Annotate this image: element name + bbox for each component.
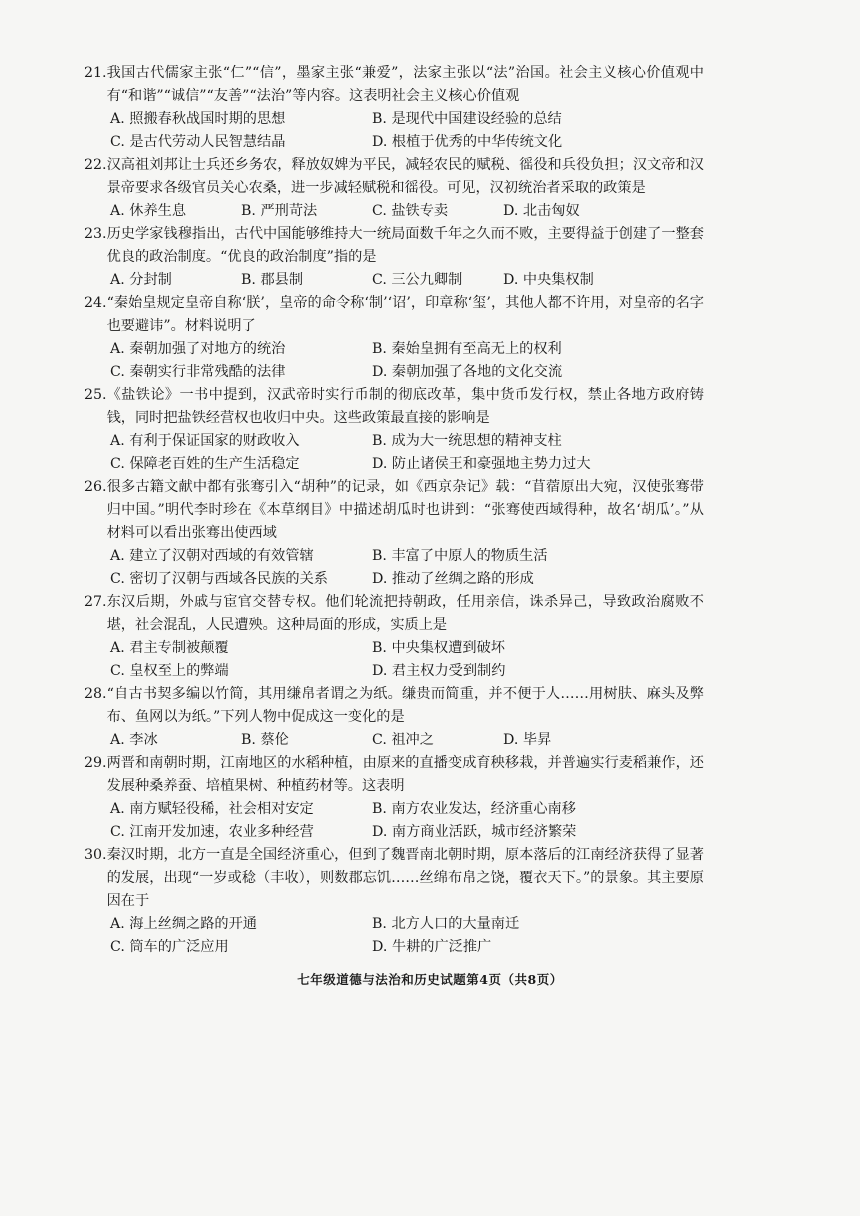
answer-option-a: A. 休养生息 xyxy=(110,203,187,219)
question-text: “秦始皇规定皇帝自称‘朕’，皇帝的命令称‘制’‘诏’，印章称‘玺’，其他人都不许用，对皇帝的名字也要避讳”。材料说明了 xyxy=(106,295,704,334)
answer-option-d: D. 南方商业活跃，城市经济繁荣 xyxy=(372,824,577,840)
answer-option-c: C. 筒车的广泛应用 xyxy=(110,939,229,955)
answer-option-b: B. 是现代中国建设经验的总结 xyxy=(372,111,562,127)
question-stem xyxy=(84,683,704,729)
question-number: 27. xyxy=(84,594,107,610)
answer-option-d: D. 推动了丝绸之路的形成 xyxy=(372,571,534,587)
answer-option-b: B. 蔡伦 xyxy=(241,732,289,748)
answer-option-b: B. 严刑苛法 xyxy=(241,203,318,219)
answer-option-d: D. 北击匈奴 xyxy=(503,203,580,219)
answer-option-b: B. 丰富了中原人的物质生活 xyxy=(372,548,548,564)
question-29 xyxy=(84,752,704,844)
answer-option-d: D. 根植于优秀的中华传统文化 xyxy=(372,134,563,150)
answer-option-a: A. 秦朝加强了对地方的统治 xyxy=(110,341,286,357)
question-25 xyxy=(84,384,704,476)
question-text: 我国古代儒家主张“仁”“信”，墨家主张“兼爱”，法家主张以“法”治国。社会主义核心价值观中有“和谐”“诚信”“友善”“法治”等内容。这表明社会主义核心价值观 xyxy=(106,65,704,104)
question-text: “自古书契多编以竹简，其用缣帛者谓之为纸。缣贵而简重，并不便于人……用树肤、麻头及弊布、鱼网以为纸。”下列人物中促成这一变化的是 xyxy=(106,686,704,725)
answer-option-a: A. 分封制 xyxy=(110,272,172,288)
question-stem xyxy=(84,591,704,637)
answer-option-a: A. 建立了汉朝对西域的有效管辖 xyxy=(110,548,314,564)
question-text: 很多古籍文献中都有张骞引入“胡种”的记录，如《西京杂记》载：“苜蓿原出大宛，汉使张骞带归中国。”明代李时珍在《本草纲目》中描述胡瓜时也讲到：“张骞使西域得种，故名‘胡瓜’。”从材料可以看出张骞出使西域 xyxy=(106,479,704,541)
question-stem xyxy=(84,384,704,430)
question-number: 22. xyxy=(84,157,107,173)
answer-option-c: C. 皇权至上的弊端 xyxy=(110,663,229,679)
answer-options xyxy=(84,545,704,591)
answer-option-d: D. 中央集权制 xyxy=(503,272,594,288)
question-number: 25. xyxy=(84,387,107,403)
answer-option-c: C. 是古代劳动人民智慧结晶 xyxy=(110,134,286,150)
answer-option-c: C. 三公九卿制 xyxy=(372,272,463,288)
question-stem xyxy=(84,154,704,200)
question-number: 30. xyxy=(84,847,107,863)
answer-options xyxy=(84,729,704,752)
answer-options xyxy=(84,913,704,959)
question-number: 24. xyxy=(84,295,107,311)
question-text: 秦汉时期，北方一直是全国经济重心，但到了魏晋南北朝时期，原本落后的江南经济获得了显著的发展，出现“一岁或稔（丰收），则数郡忘饥……丝绵布帛之饶，覆衣天下。”的景象。其主要原因在于 xyxy=(106,847,704,909)
question-number: 29. xyxy=(84,755,107,771)
question-26 xyxy=(84,476,704,591)
answer-option-b: B. 郡县制 xyxy=(241,272,304,288)
answer-option-a: A. 有利于保证国家的财政收入 xyxy=(110,433,300,449)
question-28 xyxy=(84,683,704,752)
answer-option-d: D. 秦朝加强了各地的文化交流 xyxy=(372,364,563,380)
question-24 xyxy=(84,292,704,384)
question-text: 《盐铁论》一书中提到，汉武帝时实行币制的彻底改革，集中货币发行权，禁止各地方政府铸钱，同时把盐铁经营权也收归中央。这些政策最直接的影响是 xyxy=(106,387,704,426)
answer-options xyxy=(84,637,704,683)
question-number: 26. xyxy=(84,479,107,495)
answer-option-d: D. 毕昇 xyxy=(503,732,552,748)
question-23 xyxy=(84,223,704,292)
question-stem xyxy=(84,844,704,913)
question-21 xyxy=(84,62,704,154)
answer-option-a: A. 照搬春秋战国时期的思想 xyxy=(110,111,286,127)
question-stem xyxy=(84,62,704,108)
question-text: 两晋和南朝时期，江南地区的水稻种植，由原来的直播变成育秧移栽，并普遍实行麦稻兼作，还发展种桑养蚕、培植果树、种植药材等。这表明 xyxy=(106,755,704,794)
page-footer: 七年级道德与法治和历史试题第4页（共8页） xyxy=(297,972,563,987)
answer-option-a: A. 海上丝绸之路的开通 xyxy=(110,916,257,932)
question-stem xyxy=(84,292,704,338)
question-22 xyxy=(84,154,704,223)
answer-option-d: D. 防止诸侯王和豪强地主势力过大 xyxy=(372,456,591,472)
answer-options xyxy=(84,338,704,384)
answer-option-a: A. 南方赋轻役稀，社会相对安定 xyxy=(110,801,314,817)
answer-options xyxy=(84,108,704,154)
answer-option-b: B. 北方人口的大量南迁 xyxy=(372,916,520,932)
answer-option-c: C. 保障老百姓的生产生活稳定 xyxy=(110,456,300,472)
question-text: 历史学家钱穆指出，古代中国能够维持大一统局面数千年之久而不败，主要得益于创建了一整套优良的政治制度。“优良的政治制度”指的是 xyxy=(106,226,704,265)
question-text: 东汉后期，外戚与宦官交替专权。他们轮流把持朝政，任用亲信，诛杀异己，导致政治腐败不堪，社会混乱，人民遭殃。这种局面的形成，实质上是 xyxy=(106,594,704,633)
question-stem xyxy=(84,476,704,545)
answer-options xyxy=(84,798,704,844)
question-number: 23. xyxy=(84,226,107,242)
answer-option-c: C. 江南开发加速，农业多种经营 xyxy=(110,824,314,840)
question-number: 28. xyxy=(84,686,107,702)
answer-option-b: B. 南方农业发达，经济重心南移 xyxy=(372,801,576,817)
answer-option-b: B. 秦始皇拥有至高无上的权利 xyxy=(372,341,562,357)
question-27 xyxy=(84,591,704,683)
answer-option-c: C. 秦朝实行非常残酷的法律 xyxy=(110,364,286,380)
question-list xyxy=(84,62,704,959)
answer-option-b: B. 成为大一统思想的精神支柱 xyxy=(372,433,562,449)
answer-options xyxy=(84,200,704,223)
answer-option-a: A. 李冰 xyxy=(110,732,158,748)
question-30 xyxy=(84,844,704,959)
answer-options xyxy=(84,430,704,476)
answer-option-d: D. 牛耕的广泛推广 xyxy=(372,939,492,955)
answer-option-a: A. 君主专制被颠覆 xyxy=(110,640,229,656)
answer-option-c: C. 盐铁专卖 xyxy=(372,203,449,219)
answer-option-c: C. 祖冲之 xyxy=(372,732,434,748)
question-stem xyxy=(84,223,704,269)
answer-option-d: D. 君主权力受到制约 xyxy=(372,663,506,679)
answer-option-b: B. 中央集权遭到破坏 xyxy=(372,640,505,656)
question-stem xyxy=(84,752,704,798)
answer-option-c: C. 密切了汉朝与西域各民族的关系 xyxy=(110,571,328,587)
question-text: 汉高祖刘邦让士兵还乡务农，释放奴婢为平民，减轻农民的赋税、徭役和兵役负担；汉文帝和汉景帝要求各级官员关心农桑，进一步减轻赋税和徭役。可见，汉初统治者采取的政策是 xyxy=(106,157,704,196)
answer-options xyxy=(84,269,704,292)
question-number: 21. xyxy=(84,65,107,81)
